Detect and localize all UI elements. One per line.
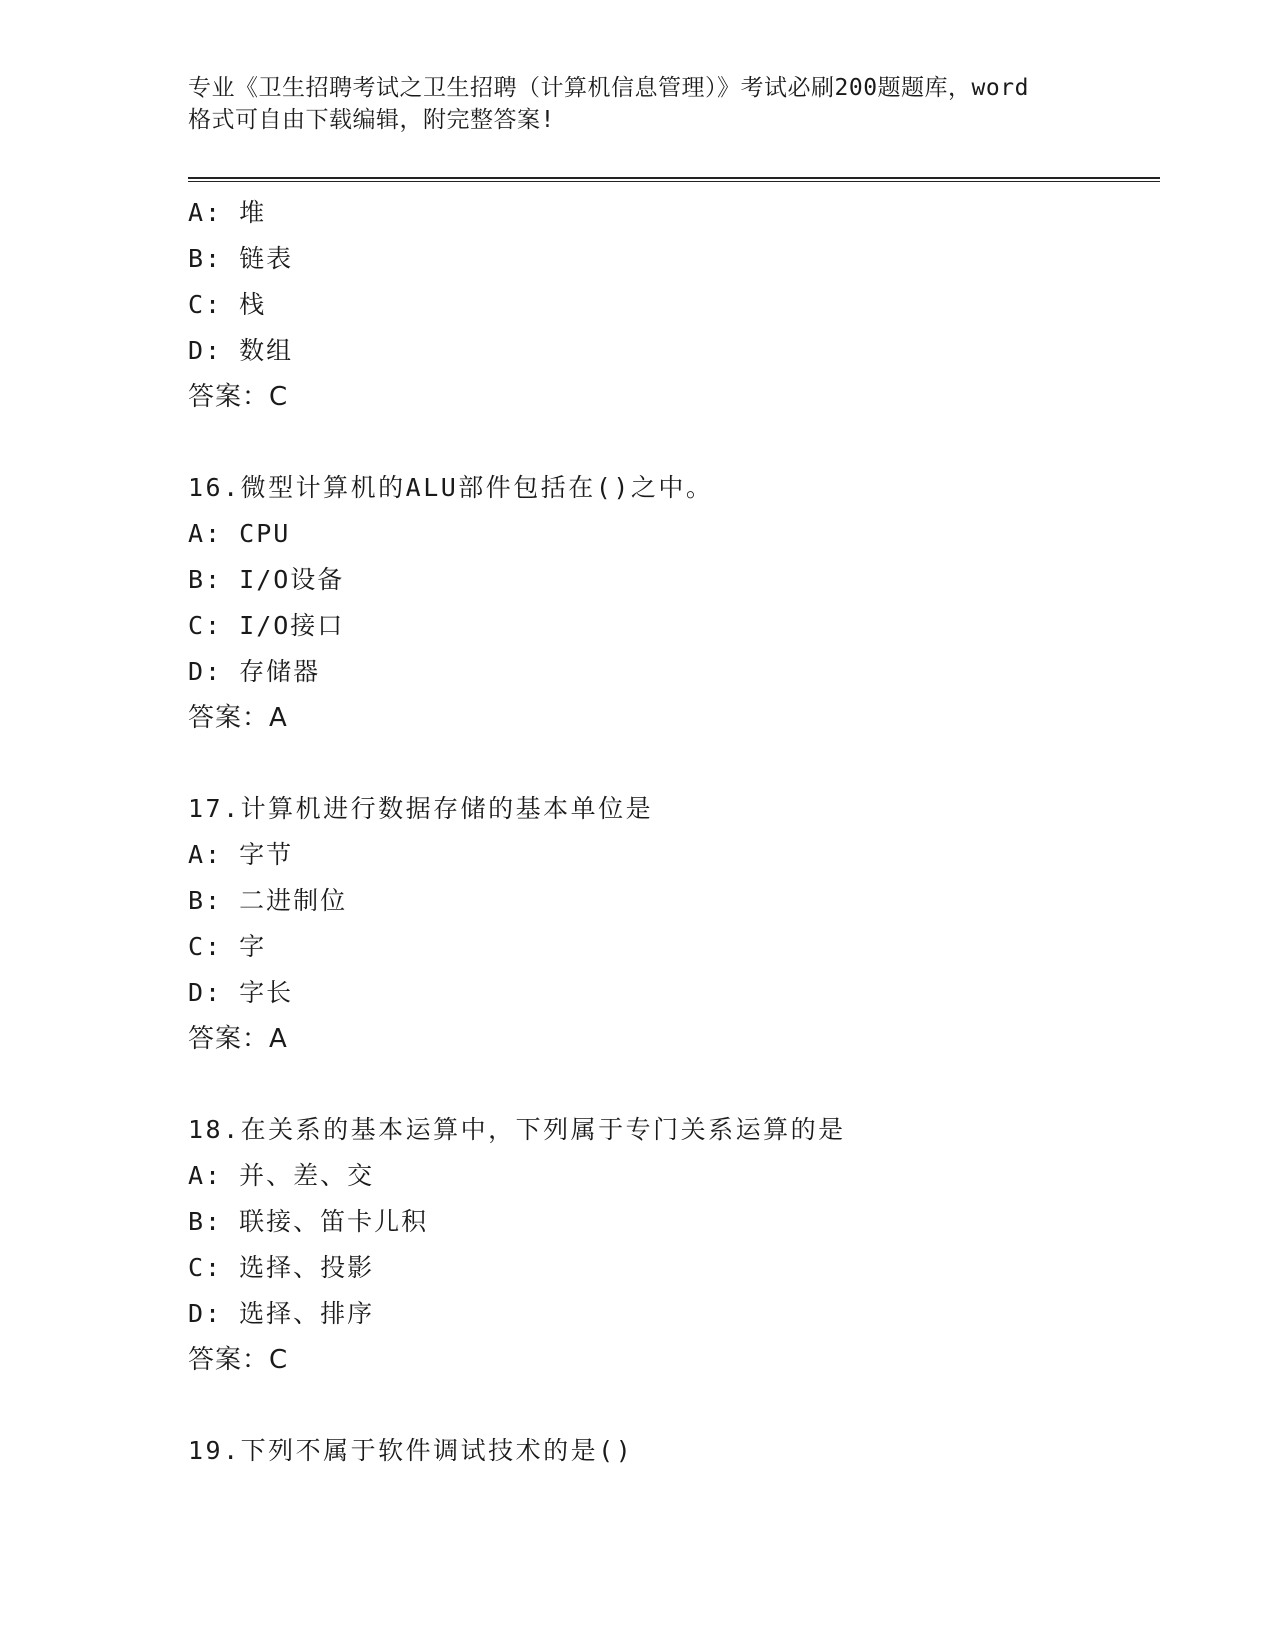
option-b: B: 二进制位 [188, 886, 348, 915]
option-a: A: 堆 [188, 198, 267, 227]
option-c: C: 栈 [188, 290, 267, 319]
option-c: C: 选择、投影 [188, 1253, 375, 1282]
option-b: B: 链表 [188, 244, 294, 273]
question-title: 16.微型计算机的ALU部件包括在()之中。 [188, 473, 714, 502]
option-a: A: 并、差、交 [188, 1161, 375, 1190]
option-d: D: 数组 [188, 336, 294, 365]
question-17 [188, 786, 1160, 1062]
spacer [188, 1383, 1160, 1428]
answer-line: 答案：C [188, 1345, 289, 1375]
option-c: C: I/O接口 [188, 611, 345, 640]
answer-line: 答案：A [188, 1024, 288, 1054]
question-16 [188, 465, 1160, 741]
spacer [188, 741, 1160, 786]
spacer [188, 420, 1160, 465]
option-a: A: 字节 [188, 840, 294, 869]
question-19 [188, 1428, 1160, 1474]
answer-line: 答案：C [188, 382, 289, 412]
header-title-line-1: 专业《卫生招聘考试之卫生招聘（计算机信息管理）》考试必刷200题题库，word [188, 75, 1029, 101]
question-18 [188, 1107, 1160, 1383]
option-d: D: 选择、排序 [188, 1299, 375, 1328]
option-c: C: 字 [188, 932, 267, 961]
spacer [188, 1062, 1160, 1107]
answer-line: 答案：A [188, 703, 288, 733]
option-d: D: 字长 [188, 978, 294, 1007]
question-15-fragment [188, 190, 1160, 420]
header-divider [188, 177, 1160, 182]
option-a: A: CPU [188, 519, 291, 548]
question-title: 17.计算机进行数据存储的基本单位是 [188, 794, 654, 823]
option-d: D: 存储器 [188, 657, 321, 686]
header-title-line-2: 格式可自由下载编辑，附完整答案! [188, 107, 555, 133]
question-title: 19.下列不属于软件调试技术的是() [188, 1436, 634, 1465]
question-list [188, 190, 1160, 1474]
document-header [188, 72, 1108, 136]
option-b: B: 联接、笛卡儿积 [188, 1207, 429, 1236]
question-title: 18.在关系的基本运算中，下列属于专门关系运算的是 [188, 1115, 846, 1144]
option-b: B: I/O设备 [188, 565, 345, 594]
